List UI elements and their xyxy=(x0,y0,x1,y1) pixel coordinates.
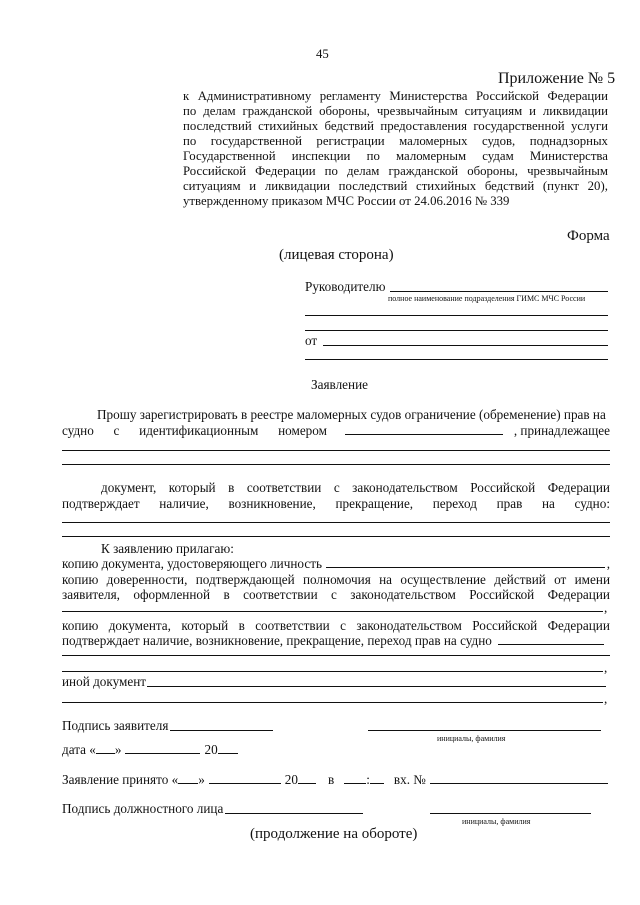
poa-line[interactable] xyxy=(62,611,603,612)
request-line-2: судно с идентификационным номером , принадлежащее xyxy=(62,423,610,438)
owner-line-2[interactable] xyxy=(62,464,610,465)
addressee-line-3[interactable] xyxy=(305,330,608,331)
poa-comma: , xyxy=(604,600,608,615)
rights-doc-comma: , xyxy=(604,660,608,675)
rights-line-2[interactable] xyxy=(62,536,610,537)
request-doc-line-1: документ, который в соответствии с законодательством Российской Федерации xyxy=(101,480,610,495)
date-row: дата « » 20 xyxy=(62,742,238,757)
official-name-line[interactable] xyxy=(430,813,591,814)
official-signature-label: Подпись должностного лица xyxy=(62,801,224,816)
appendix-text xyxy=(183,89,608,209)
vessel-id-field[interactable] xyxy=(345,423,503,435)
applicant-name-line[interactable] xyxy=(368,730,601,731)
date-year-field[interactable] xyxy=(218,742,238,754)
accepted-month-field[interactable] xyxy=(209,772,281,784)
addressee-from-line-2[interactable] xyxy=(305,359,608,360)
attachment-poa-line-2: заявителя, оформленной в соответствии с законодательством Российской Федерации xyxy=(62,587,610,602)
request-doc-line-2: подтверждает наличие, возникновение, прекращение, переход прав на судно: xyxy=(62,496,610,511)
appendix-line: последствий стихийных бедствий предоставления государственной услуги xyxy=(183,119,608,133)
official-initials-hint: инициалы, фамилия xyxy=(462,817,531,826)
request-line-1: Прошу зарегистрировать в реестре маломерных судов ограничение (обременение) прав на xyxy=(97,407,606,422)
continued-note: (продолжение на обороте) xyxy=(250,826,418,842)
appendix-line: по делам гражданской обороны, чрезвычайным ситуациям и ликвидации xyxy=(183,104,608,118)
accepted-day-field[interactable] xyxy=(178,772,198,784)
accepted-year-field[interactable] xyxy=(298,772,316,784)
attachments-intro: К заявлению прилагаю: xyxy=(101,541,234,556)
appendix-last-line: утвержденному приказом МЧС России от 24.06.2016 № 339 xyxy=(183,194,510,208)
attachment-identity: копию документа, удостоверяющего личность , xyxy=(62,556,610,571)
other-doc-line-2[interactable] xyxy=(62,702,603,703)
addressee-from-label: от xyxy=(305,333,318,348)
form-label: Форма xyxy=(567,228,610,244)
page-number: 45 xyxy=(316,47,329,61)
other-doc-comma: , xyxy=(604,691,608,706)
date-month-field[interactable] xyxy=(125,742,200,754)
attachment-doc-line-2: подтверждает наличие, возникновение, прекращение, переход прав на судно xyxy=(62,633,610,648)
appendix-line: Российской Федерации по делам гражданской обороны, чрезвычайным xyxy=(183,164,608,178)
incoming-number-field[interactable] xyxy=(430,772,608,784)
side-label: (лицевая сторона) xyxy=(279,247,394,263)
accepted-hour-field[interactable] xyxy=(344,772,366,784)
rights-line-1[interactable] xyxy=(62,522,610,523)
appendix-line: Государственной инспекции по маломерным судам Министерства xyxy=(183,149,608,163)
addressee-from-line[interactable] xyxy=(323,345,608,346)
accepted-row: Заявление принято « » 20 в : вх. № xyxy=(62,772,608,787)
other-doc-line[interactable] xyxy=(147,686,606,687)
statement-heading: Заявление xyxy=(311,377,368,392)
addressee-to-line[interactable] xyxy=(390,291,608,292)
applicant-signature-label: Подпись заявителя xyxy=(62,718,169,733)
rights-doc-line-2[interactable] xyxy=(62,655,610,656)
addressee-to-label: Руководителю xyxy=(305,279,386,294)
addressee-to-hint: полное наименование подразделения ГИМС МЧС России xyxy=(388,294,586,303)
attachment-doc-line-1: копию документа, который в соответствии с законодательством Российской Федерации xyxy=(62,618,610,633)
rights-doc-line-3[interactable] xyxy=(62,671,603,672)
addressee-line-2[interactable] xyxy=(305,315,608,316)
rights-doc-field[interactable] xyxy=(498,633,604,645)
owner-line-1[interactable] xyxy=(62,450,610,451)
accepted-minute-field[interactable] xyxy=(370,772,384,784)
appendix-title: Приложение № 5 xyxy=(498,70,616,87)
appendix-line: ситуациям и ликвидации последствий стихийных бедствий (пункт 20), xyxy=(183,179,608,193)
identity-field[interactable] xyxy=(326,556,605,568)
applicant-signature-line[interactable] xyxy=(170,730,273,731)
attachment-poa-line-1: копию доверенности, подтверждающей полномочия на осуществление действий от имени xyxy=(62,572,610,587)
date-day-field[interactable] xyxy=(96,742,115,754)
applicant-initials-hint: инициалы, фамилия xyxy=(437,734,506,743)
appendix-line: к Административному регламенту Министерства Российской Федерации xyxy=(183,89,608,103)
other-doc-label: иной документ xyxy=(62,674,147,689)
official-signature-line[interactable] xyxy=(225,813,363,814)
appendix-line: по государственной регистрации маломерных судов, поднадзорных xyxy=(183,134,608,148)
